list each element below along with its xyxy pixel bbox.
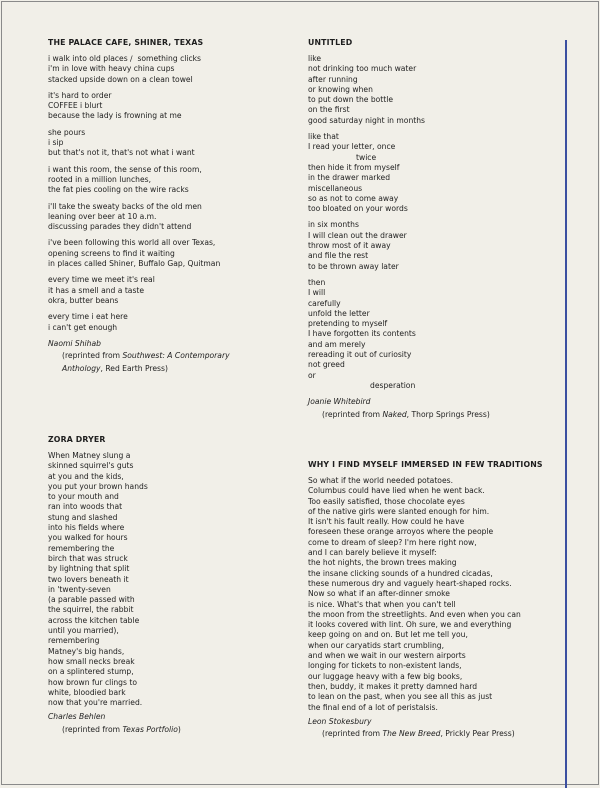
stanza — [308, 220, 563, 271]
poem-line: these numerous dry and vaguely heart-shaped rocks. — [308, 578, 512, 588]
poem-line: desperation — [370, 380, 416, 390]
poem-title: ZORA DRYER — [48, 435, 106, 444]
poem-line: by lightning that split — [48, 564, 130, 574]
poem-line: it has a smell and a taste — [48, 285, 145, 295]
poem-line: the final end of a lot of peristalsis. — [308, 702, 438, 712]
poem-line: It isn't his fault really. How could he have — [308, 517, 465, 527]
poem-line: So what if the world needed potatoes. — [308, 476, 453, 485]
poem-line: across the kitchen table — [48, 615, 140, 625]
stanza — [48, 202, 298, 233]
poem-line: in the drawer marked — [308, 173, 391, 183]
poem-line: I will — [308, 288, 326, 298]
stanza — [48, 128, 298, 159]
poem-line: birch that was struck — [48, 553, 128, 563]
poem-line: I read your letter, once — [308, 142, 396, 152]
poem-line: discussing parades they didn't attend — [48, 222, 192, 232]
poem-line: When Matney slung a — [48, 451, 131, 460]
poem-line: then — [308, 277, 326, 287]
poem-line: to put down the bottle — [308, 95, 394, 105]
poem-line: on a splintered stump, — [48, 667, 134, 677]
poem-line: opening screens to find it waiting — [48, 248, 175, 258]
stanza — [308, 132, 563, 214]
margin-rule — [565, 40, 567, 788]
poem-line: you put your brown hands — [48, 481, 148, 491]
poem-line: foreseen these orange arroyos where the people — [308, 527, 494, 537]
poem-line: to be thrown away later — [308, 261, 399, 271]
stanza — [48, 312, 298, 333]
poem-untitled — [308, 38, 563, 421]
poem-line: rooted in a million lunches, — [48, 174, 152, 184]
poem-line: our luggage heavy with a few big books, — [308, 671, 463, 681]
poem-line: in 'twenty-seven — [48, 584, 111, 594]
poem-line: Now so what if an after-dinner smoke — [308, 589, 450, 599]
poem-line: stung and slashed — [48, 512, 118, 522]
poem-line: but that's not it, that's not what i want — [48, 148, 195, 158]
poem-line: to lean on the past, when you see all this as just — [308, 692, 493, 702]
poem-line: she pours — [48, 127, 86, 137]
poem-credit: (reprinted from Texas Portfolio) — [62, 724, 181, 734]
poem-line: it's hard to order — [48, 90, 112, 100]
poem-title: WHY I FIND MYSELF IMMERSED IN FEW TRADITIONS — [308, 460, 543, 469]
poem-line: longing for tickets to non-existent lands, — [308, 661, 462, 671]
poem-body — [48, 54, 298, 333]
poem-line: i've been following this world all over Texas, — [48, 238, 216, 248]
poem-line: how brown fur clings to — [48, 677, 137, 687]
poem-line: good saturday night in months — [308, 115, 426, 125]
poem-author: Leon Stokesbury — [308, 716, 372, 726]
poem-line: then hide it from myself — [308, 162, 400, 172]
poem-line: the squirrel, the rabbit — [48, 605, 134, 615]
poem-line: i'm in love with heavy china cups — [48, 64, 175, 74]
poem-line: COFFEE i blurt — [48, 101, 103, 111]
stanza — [48, 275, 298, 306]
poem-line: Columbus could have lied when he went back. — [308, 486, 485, 496]
poem-line: when our caryatids start crumbling, — [308, 640, 444, 650]
poem-line: then, buddy, it makes it pretty damned hard — [308, 681, 478, 691]
poem-line: you walked for hours — [48, 533, 128, 543]
poem-line: (a parable passed with — [48, 595, 135, 605]
poem-credit: (reprinted from The New Breed, Prickly Pear Press) — [322, 729, 515, 739]
poem-palace-cafe — [48, 38, 298, 375]
poem-line: and I can barely believe it myself: — [308, 548, 437, 558]
poem-body — [48, 451, 298, 708]
poem-line: not drinking too much water — [308, 64, 417, 74]
poem-line: to your mouth and — [48, 492, 119, 502]
poem-line: the fat pies cooling on the wire racks — [48, 185, 189, 195]
poem-line: okra, butter beans — [48, 295, 119, 305]
poem-line: every time i eat here — [48, 312, 128, 322]
poem-credit-cont: Anthology, Red Earth Press) — [62, 364, 168, 374]
poem-line: the insane clicking sounds of a hundred cicadas, — [308, 568, 493, 578]
poem-line: so as not to come away — [308, 193, 399, 203]
poem-line: in places called Shiner, Buffalo Gap, Quitman — [48, 259, 221, 269]
poem-line: I will clean out the drawer — [308, 230, 407, 240]
poem-credit: (reprinted from Southwest: A Contemporary — [62, 351, 230, 361]
poem-line: i walk into old places ∕ something clicks — [48, 54, 201, 63]
poem-line: keep going on and on. But let me tell you, — [308, 630, 468, 640]
poem-line: I have forgotten its contents — [308, 329, 416, 339]
poem-line: the hot nights, the brown trees making — [308, 558, 457, 568]
poem-line: how small necks break — [48, 656, 135, 666]
poem-zora-dryer — [48, 435, 298, 736]
poem-line: i want this room, the sense of this room, — [48, 164, 202, 174]
poem-line: miscellaneous — [308, 183, 363, 193]
poem-line: Too easily satisfied, those chocolate eyes — [308, 496, 465, 506]
poem-title: THE PALACE CAFE, SHINER, TEXAS — [48, 38, 204, 47]
poem-body — [308, 476, 563, 713]
stanza — [48, 165, 298, 196]
poem-line: unfold the letter — [308, 308, 370, 318]
poem-line: on the first — [308, 105, 350, 115]
poem-line: come to dream of sleep? I'm here right now, — [308, 537, 477, 547]
poem-line: too bloated on your words — [308, 204, 408, 214]
poem-line: at you and the kids, — [48, 471, 124, 481]
poem-line: every time we meet it's real — [48, 275, 155, 285]
poem-line: i'll take the sweaty backs of the old men — [48, 201, 202, 211]
poem-line: like that — [308, 132, 339, 142]
poem-line: of the native girls were slanted enough for him. — [308, 506, 490, 516]
poem-line: remembering the — [48, 543, 115, 553]
poem-line: after running — [308, 74, 358, 84]
poem-line: pretending to myself — [308, 319, 388, 329]
poem-line: now that you're married. — [48, 698, 143, 708]
poem-line: not greed — [308, 360, 345, 370]
poem-line: skinned squirrel's guts — [48, 461, 134, 471]
poem-line: and am merely — [308, 339, 366, 349]
poem-line: carefully — [308, 298, 341, 308]
poem-author: Charles Behlen — [48, 712, 106, 722]
poem-line: throw most of it away — [308, 241, 391, 251]
poem-line: leaning over beer at 10 a.m. — [48, 211, 157, 221]
poem-line: i sip — [48, 138, 64, 148]
poem-line: like — [308, 54, 322, 63]
poem-line: and file the rest — [308, 251, 369, 261]
poem-author: Joanie Whitebird — [308, 397, 371, 407]
poem-line: and when we wait in our western airports — [308, 651, 466, 661]
poem-line: two lovers beneath it — [48, 574, 129, 584]
poem-line: Matney's big hands, — [48, 646, 125, 656]
poem-line: or — [308, 370, 316, 380]
poem-line: white, bloodied bark — [48, 687, 126, 697]
poem-line: the moon from the streetlights. And even when you can — [308, 609, 521, 619]
stanza — [48, 238, 298, 269]
poem-line: stacked upside down on a clean towel — [48, 74, 193, 84]
poem-line: because the lady is frowning at me — [48, 111, 182, 121]
stanza — [48, 91, 298, 122]
poem-line: ran into woods that — [48, 502, 123, 512]
poem-line: it looks covered with lint. Oh sure, we and everything — [308, 620, 512, 630]
poem-line: remembering — [48, 636, 100, 646]
poem-line: i can't get enough — [48, 322, 118, 332]
poem-line: rereading it out of curiosity — [308, 350, 412, 360]
poem-line: in six months — [308, 220, 359, 230]
poem-line: into his fields where — [48, 523, 125, 533]
poem-title: UNTITLED — [308, 38, 353, 47]
poem-line: is nice. What's that when you can't tell — [308, 599, 456, 609]
stanza — [48, 54, 298, 85]
poem-line: until you married), — [48, 626, 119, 636]
poem-line: twice — [356, 152, 377, 162]
poem-credit: (reprinted from Naked, Thorp Springs Press) — [322, 409, 490, 419]
poem-line: or knowing when — [308, 84, 373, 94]
poem-few-traditions — [308, 460, 563, 740]
stanza — [308, 278, 563, 391]
poem-author: Naomi Shihab — [48, 338, 101, 348]
stanza — [308, 54, 563, 126]
